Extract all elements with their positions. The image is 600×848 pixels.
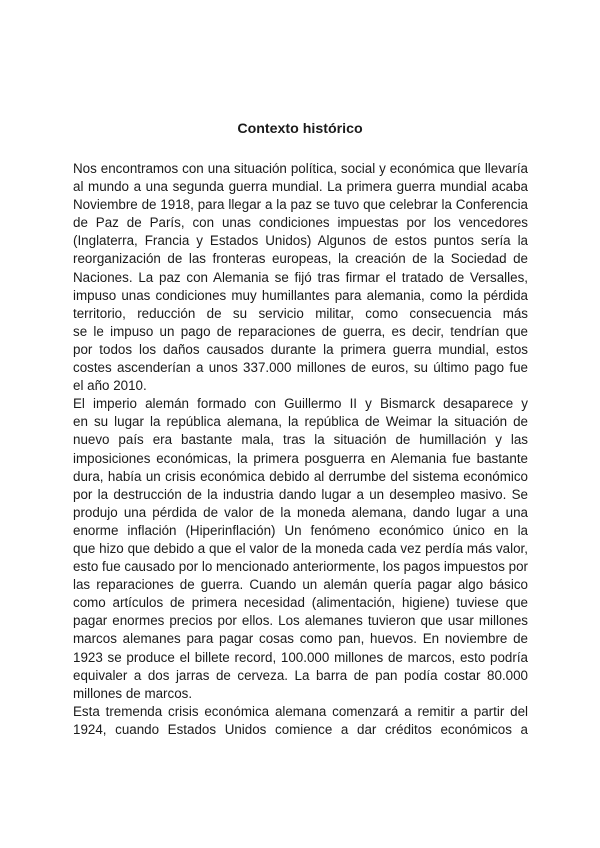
text-line: costes ascenderían a unos 337.000 millones de euros, su último pago fue	[73, 360, 528, 376]
text-line: que hizo que debido a que el valor de la moneda cada vez perdía más valor,	[73, 540, 528, 556]
text-line: 1924, cuando Estados Unidos comience a dar créditos económicos a	[73, 721, 528, 737]
text-line: marcos alemanes para pagar cosas como pan, huevos. En noviembre de	[73, 631, 528, 647]
text-line: dura, había un crisis económica debido al derrumbe del sistema económico	[73, 468, 528, 484]
text-line: al mundo a una segunda guerra mundial. La primera guerra mundial acaba	[73, 179, 528, 195]
text-line: 1923 se produce el billete record, 100.000 millones de marcos, esto podría	[73, 649, 528, 665]
text-line: equivaler a dos jarras de cerveza. La barra de pan podía costar 80.000	[73, 667, 528, 683]
text-line: reorganización de las fronteras europeas, la creación de la Sociedad de	[73, 251, 528, 267]
text-line: las reparaciones de guerra. Cuando un alemán quería pagar algo básico	[73, 577, 528, 593]
text-line: millones de marcos.	[73, 685, 193, 701]
text-line: imposiciones económicas, la primera posguerra en Alemania fue bastante	[73, 450, 528, 466]
text-line: impuso unas condiciones muy humillantes para alemania, como la pérdida	[73, 287, 528, 303]
text-line: territorio, reducción de su servicio militar, como consecuencia más	[73, 305, 528, 321]
text-line: produjo una pérdida de valor de la moneda alemana, dando lugar a una	[73, 504, 528, 520]
document-body	[73, 160, 528, 739]
document-title: Contexto histórico	[237, 121, 363, 137]
text-line: como artículos de primera necesidad (alimentación, higiene) tuviese que	[73, 595, 528, 611]
text-line: El imperio alemán formado con Guillermo II y Bismarck desaparece y	[73, 396, 528, 412]
text-line: Naciones. La paz con Alemania se fijó tras firmar el tratado de Versalles,	[73, 269, 528, 285]
text-line: (Inglaterra, Francia y Estados Unidos) Algunos de estos puntos sería la	[73, 233, 528, 249]
text-line: nuevo país era bastante mala, tras la situación de humillación y las	[73, 432, 528, 448]
text-line: en su lugar la república alemana, la república de Weimar la situación de	[73, 414, 528, 430]
text-line: Noviembre de 1918, para llegar a la paz se tuvo que celebrar la Conferencia	[73, 197, 528, 213]
text-line: el año 2010.	[73, 378, 147, 394]
text-line: enorme inflación (Hiperinflación) Un fenómeno económico único en la	[73, 522, 528, 538]
text-line: por todos los daños causados durante la primera guerra mundial, estos	[73, 341, 528, 357]
text-line: esto fue causado por lo mencionado anteriormente, los pagos impuestos por	[73, 559, 528, 575]
text-line: Nos encontramos con una situación política, social y económica que llevaría	[73, 161, 528, 176]
text-line: Esta tremenda crisis económica alemana comenzará a remitir a partir del	[73, 703, 528, 719]
text-line: se le impuso un pago de reparaciones de guerra, es decir, tendrían que	[73, 323, 528, 339]
text-line: de Paz de París, con unas condiciones impuestas por los vencedores	[73, 215, 528, 231]
text-line: por la destrucción de la industria dando lugar a un desempleo masivo. Se	[73, 486, 528, 502]
text-line: pagar enormes precios por ellos. Los alemanes tuvieron que usar millones	[73, 613, 528, 629]
